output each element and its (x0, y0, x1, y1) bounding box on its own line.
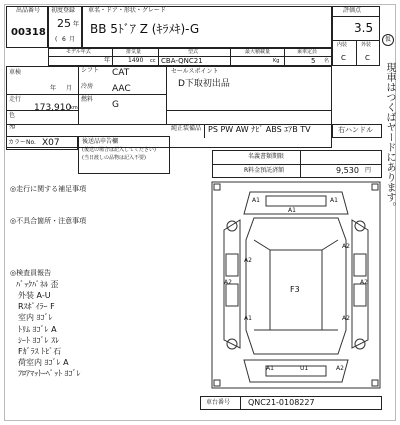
recycle-note: (後送の場合は記入してください) (82, 147, 156, 153)
inspector-item: 室内 ﾖｺﾞﾚ (18, 313, 53, 322)
inspector-item: 外装 A-U (18, 291, 51, 300)
side-circle: 仮 (382, 34, 394, 46)
defect-note-label: ◎不具合箇所・注意事項 (10, 217, 87, 225)
chassis-value: QNC21-0108227 (248, 398, 315, 407)
inspection-label: 車検 (9, 69, 22, 76)
car-name: BB 5ﾄﾞｱ Z (ｷﾗﾒｷ)-G (90, 22, 200, 36)
model-value: CBA-QNC21 (161, 57, 203, 65)
car-name-label: 車名・ドア・形状・グレード (88, 7, 166, 14)
inspector-item: 荷室内 ﾖｺﾞﾚ A (18, 358, 69, 367)
score-value: 3.5 (354, 21, 374, 35)
first-reg-year: 25 (57, 17, 71, 30)
mileage-value: 173,910 (34, 103, 72, 113)
recycle-note-2: (当日渡しの品物は記入不要) (82, 155, 146, 161)
aircon-value: AAC (112, 84, 131, 94)
fuel-label: 燃料 (81, 96, 94, 103)
recycle-fee-value: 9,530 (336, 166, 359, 175)
color-value: ｸﾛ (9, 124, 16, 131)
interior-grade: C (341, 54, 346, 62)
displacement-unit: cc (150, 58, 156, 64)
color-no-value: X07 (42, 138, 60, 148)
mileage-unit: km (70, 105, 78, 111)
inspector-item: ﾄﾘﾑ ﾖｺﾞﾚ A (18, 325, 57, 334)
capacity-unit: 名 (324, 58, 330, 64)
diagram-mark: F3 (290, 285, 300, 294)
score-label: 評価点 (343, 7, 362, 14)
diagram-mark: A2 (342, 243, 350, 250)
model-year-unit: 年 (104, 57, 111, 64)
displacement-label: 排気量 (126, 49, 142, 55)
sales-point-value: D下取初出品 (178, 79, 230, 89)
fuel-value: G (112, 100, 119, 110)
color-no-label: カラーNo. (8, 139, 36, 146)
shift-value: CAT (112, 68, 130, 78)
chassis-label: 車台番号 (206, 399, 231, 406)
first-reg-label: 初度登録 (51, 7, 76, 14)
color-label: 色 (9, 112, 16, 119)
inspector-item: ﾌﾛｱﾏｯﾄｰﾍﾟｯﾄ ﾖｺﾞﾚ (18, 369, 81, 378)
exterior-label: 外装 (361, 42, 372, 48)
running-note-label: ◎走行に関する補足事項 (10, 185, 87, 193)
diagram-mark: A2 (336, 365, 344, 372)
diagram-mark: A1 (252, 197, 260, 204)
diagram-mark: A1 (244, 315, 252, 322)
diagram-mark: A2 (244, 257, 252, 264)
mileage-label: 走行 (9, 96, 22, 103)
exterior-grade: C (365, 54, 370, 62)
recycle-label: 後送品申告欄 (82, 138, 119, 145)
capacity-value: 5 (311, 57, 316, 65)
model-label: 型式 (188, 49, 199, 55)
max-load-unit: Kg (273, 58, 280, 64)
first-reg-month-unit: 月 (69, 36, 76, 43)
recycle-fee-label: R料金預託済額 (244, 167, 285, 174)
diagram-mark: A1 (330, 197, 338, 204)
lot-number: 00318 (11, 27, 46, 38)
inspection-year: 年 (50, 85, 57, 92)
car-diagram (210, 180, 382, 390)
diagram-mark: A2 (224, 279, 232, 286)
inspection-month: 月 (66, 85, 73, 92)
sales-point-label: セールスポイント (171, 68, 219, 75)
inspector-label: ◎検査員報告 (10, 269, 52, 277)
inspector-item: ｼｰﾄ ﾖｺﾞﾚ ｽﾚ (18, 336, 60, 345)
side-banner-text: 現車はつくばヤードにあります。 (384, 62, 395, 212)
capacity-label: 乗車定員 (297, 49, 318, 55)
handle-value: 右ハンドル (338, 126, 373, 134)
first-reg-month: 6 (62, 36, 66, 43)
recycle-fee-unit: 円 (365, 167, 372, 174)
inspector-item: Fｶﾞﾗｽ ﾄﾋﾞ石 (18, 347, 62, 356)
displacement-value: 1490 (128, 57, 144, 64)
diagram-mark: A2 (342, 315, 350, 322)
model-year-label: モデル年式 (66, 49, 91, 55)
record-label: 名義書類期限 (248, 153, 285, 160)
first-reg-month-open: ( (55, 36, 58, 43)
aircon-label: 冷房 (81, 83, 94, 90)
inspector-item: Rｽﾎﾟｲﾗｰ F (18, 302, 55, 311)
diagram-mark: U1 (300, 365, 309, 372)
max-load-label: 最大積載量 (245, 49, 271, 55)
equipment-value: PS PW AW ﾅﾋﾞ ABS ｴｱB TV (208, 125, 311, 134)
diagram-mark: A1 (266, 365, 274, 372)
interior-label: 内装 (337, 42, 348, 48)
first-reg-year-unit: 年 (73, 21, 80, 28)
inspector-item: ﾊﾞｯｸﾊﾟﾈﾙ 歪 (16, 280, 59, 289)
shift-label: シフト (81, 67, 100, 74)
equipment-label: 純正装備品 (171, 125, 202, 132)
lot-label: 出品番号 (16, 7, 41, 14)
diagram-mark: A2 (360, 279, 368, 286)
diagram-mark: A1 (288, 207, 296, 214)
